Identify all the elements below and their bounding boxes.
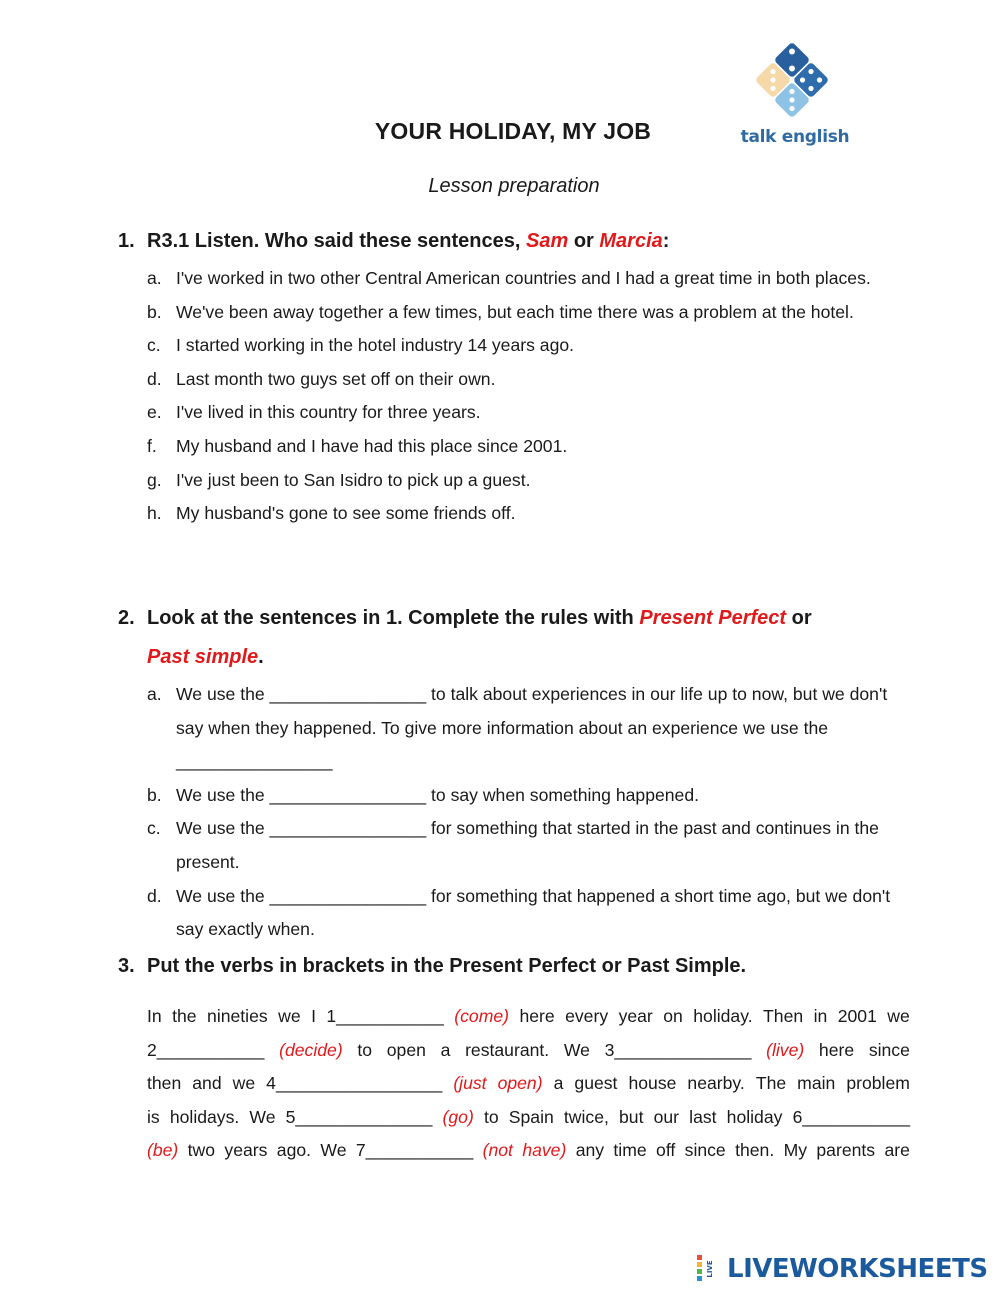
item-text: I've worked in two other Central American countries and I had a great time in both places.	[176, 268, 871, 288]
list-item	[147, 779, 917, 813]
paragraph-word: We	[320, 1140, 347, 1161]
verb-hint: have)	[522, 1140, 567, 1161]
item-text: We use the ________________ for something that happened a short time ago, but we don't say exactly when.	[176, 885, 891, 940]
paragraph-word: here	[818, 1039, 855, 1060]
paragraph-word: 1___________	[326, 1006, 444, 1026]
paragraph-line	[147, 1034, 910, 1068]
section-1-heading	[118, 229, 669, 253]
paragraph-word: a	[553, 1073, 564, 1094]
liveworksheets-brand	[697, 1254, 988, 1284]
list-item	[147, 262, 917, 296]
footer-brand-text: LIVEWORKSHEETS	[727, 1254, 988, 1284]
paragraph-word: 3______________	[604, 1039, 752, 1060]
option-marcia: Marcia	[599, 230, 663, 252]
page-title: YOUR HOLIDAY, MY JOB	[374, 118, 652, 144]
page-subtitle: Lesson preparation	[428, 175, 600, 197]
paragraph-word: is	[147, 1106, 160, 1127]
paragraph-word: nearby.	[687, 1073, 745, 1094]
list-item	[147, 430, 917, 464]
verb-hint: (just	[453, 1073, 487, 1094]
paragraph-word: restaurant.	[465, 1039, 550, 1060]
paragraph-word: Spain	[508, 1106, 554, 1127]
section-2-heading-cont	[147, 645, 264, 669]
list-item	[147, 880, 917, 947]
liveworksheets-icon	[697, 1254, 723, 1284]
item-text: I've lived in this country for three years.	[176, 402, 481, 423]
paragraph-word: Then	[763, 1006, 804, 1026]
item-letter: a.	[147, 268, 162, 288]
paragraph-word: since	[684, 1140, 726, 1161]
paragraph-word: but	[619, 1106, 644, 1127]
list-item	[147, 296, 917, 330]
item-text: I started working in the hotel industry 14 years ago.	[176, 335, 575, 356]
paragraph-word: 5______________	[285, 1106, 433, 1127]
paragraph-word: two	[187, 1140, 216, 1161]
paragraph-word: year	[618, 1006, 653, 1026]
verb-hint: (not	[482, 1140, 513, 1161]
item-letter: d.	[147, 885, 162, 906]
section-number: 1.	[118, 230, 135, 252]
dice-logo-icon	[746, 40, 844, 120]
paragraph-word: twice,	[563, 1106, 609, 1127]
verb-hint: (come)	[454, 1006, 509, 1026]
section-text: R3.1 Listen. Who said these sentences,	[147, 230, 527, 252]
paragraph-word: years	[224, 1140, 268, 1161]
item-letter: a.	[147, 684, 162, 704]
paragraph-word: 6___________	[792, 1106, 910, 1127]
item-letter: b.	[147, 784, 162, 805]
item-letter: f.	[147, 435, 157, 456]
paragraph-word: the	[172, 1006, 197, 1026]
heading-end: .	[258, 646, 264, 668]
section-number: 2.	[118, 607, 135, 629]
paragraph-word: 2___________	[147, 1039, 265, 1060]
paragraph-word: we	[887, 1006, 910, 1026]
paragraph-word: I	[311, 1006, 316, 1026]
item-letter: e.	[147, 402, 162, 423]
paragraph-word: our	[653, 1106, 680, 1127]
live-badge: LIVE	[706, 1260, 714, 1278]
item-letter: g.	[147, 469, 162, 490]
item-letter: c.	[147, 335, 161, 356]
item-letter: c.	[147, 818, 161, 839]
option-present-perfect: Present Perfect	[639, 607, 787, 629]
paragraph-word: 4_________________	[266, 1073, 443, 1094]
paragraph-word: nineties	[207, 1006, 268, 1026]
item-letter: d.	[147, 368, 162, 389]
section-number: 3.	[118, 955, 135, 977]
paragraph-word: ago.	[276, 1140, 312, 1161]
item-letter: b.	[147, 301, 162, 322]
paragraph-word: to	[483, 1106, 499, 1127]
paragraph-line	[147, 1134, 910, 1168]
item-text: We use the ________________ for something that started in the past and continues in the present.	[176, 818, 879, 872]
paragraph-word: In	[147, 1006, 162, 1026]
heading-end: :	[662, 230, 670, 252]
paragraph-word: problem	[846, 1073, 910, 1094]
paragraph-word: guest	[574, 1073, 618, 1094]
paragraph-line	[147, 1101, 910, 1135]
item-text: We use the ________________ to say when something happened.	[176, 784, 700, 805]
paragraph-word: We	[563, 1039, 590, 1060]
paragraph-word: in	[813, 1006, 828, 1026]
section-2-list	[147, 678, 917, 947]
paragraph-line	[147, 1067, 910, 1101]
list-item	[147, 678, 917, 779]
section-3-heading	[118, 954, 746, 978]
paragraph-word: and	[192, 1073, 222, 1094]
exercise-paragraph	[147, 1000, 910, 1168]
list-item	[147, 363, 917, 397]
section-2-heading	[118, 606, 812, 630]
paragraph-word: holidays.	[169, 1106, 240, 1127]
paragraph-word: holiday	[726, 1106, 783, 1127]
option-past-simple: Past simple	[147, 646, 259, 668]
paragraph-word: a	[440, 1039, 451, 1060]
verb-hint: (go)	[442, 1106, 474, 1127]
paragraph-word: since	[868, 1039, 910, 1060]
section-1-list	[147, 262, 917, 531]
list-item	[147, 497, 917, 531]
section-text: Put the verbs in brackets in the Present Perfect or Past Simple.	[147, 955, 747, 977]
paragraph-word: house	[628, 1073, 677, 1094]
paragraph-word: then	[147, 1073, 182, 1094]
paragraph-word: here	[519, 1006, 555, 1026]
list-item	[147, 812, 917, 879]
item-text: I've just been to San Isidro to pick up a guest.	[176, 469, 531, 490]
paragraph-word: holiday.	[693, 1006, 753, 1026]
verb-hint: (decide)	[279, 1039, 343, 1060]
paragraph-word: every	[565, 1006, 609, 1026]
logo-text: talk english	[740, 127, 850, 147]
item-text: We've been away together a few times, but each time there was a problem at the hotel.	[176, 301, 854, 322]
paragraph-word: on	[663, 1006, 683, 1026]
item-text: We use the ________________ to talk about experiences in our life up to now, but we don't say when they happened. To give more information about an experience we use the ________________	[176, 684, 888, 772]
paragraph-word: My	[783, 1140, 808, 1161]
or-word: or	[568, 230, 600, 252]
list-item	[147, 329, 917, 363]
paragraph-word: parents	[816, 1140, 876, 1161]
verb-hint: open)	[497, 1073, 543, 1094]
paragraph-word: 2001	[837, 1006, 877, 1026]
item-letter: h.	[147, 503, 162, 524]
paragraph-word: last	[689, 1106, 717, 1127]
paragraph-word: we	[232, 1073, 256, 1094]
or-word: or	[786, 607, 812, 629]
section-text: Look at the sentences in 1. Complete the rules with	[147, 607, 640, 629]
paragraph-word: time	[613, 1140, 647, 1161]
paragraph-word: off	[656, 1140, 676, 1161]
paragraph-word: We	[249, 1106, 276, 1127]
verb-hint: (be)	[147, 1140, 179, 1161]
paragraph-word: we	[278, 1006, 301, 1026]
item-text: Last month two guys set off on their own.	[176, 368, 496, 389]
list-item	[147, 396, 917, 430]
paragraph-word: main	[797, 1073, 836, 1094]
paragraph-word: 7___________	[355, 1140, 474, 1161]
paragraph-word: open	[386, 1039, 426, 1060]
item-text: My husband's gone to see some friends off.	[176, 503, 516, 524]
paragraph-word: are	[884, 1140, 910, 1161]
verb-hint: (live)	[766, 1039, 805, 1060]
list-item	[147, 464, 917, 498]
paragraph-word: any	[575, 1140, 605, 1161]
paragraph-line	[147, 1000, 910, 1034]
paragraph-word: to	[357, 1039, 373, 1060]
option-sam: Sam	[526, 230, 569, 252]
item-text: My husband and I have had this place since 2001.	[176, 435, 568, 456]
paragraph-word: then.	[735, 1140, 775, 1161]
paragraph-word: The	[755, 1073, 787, 1094]
